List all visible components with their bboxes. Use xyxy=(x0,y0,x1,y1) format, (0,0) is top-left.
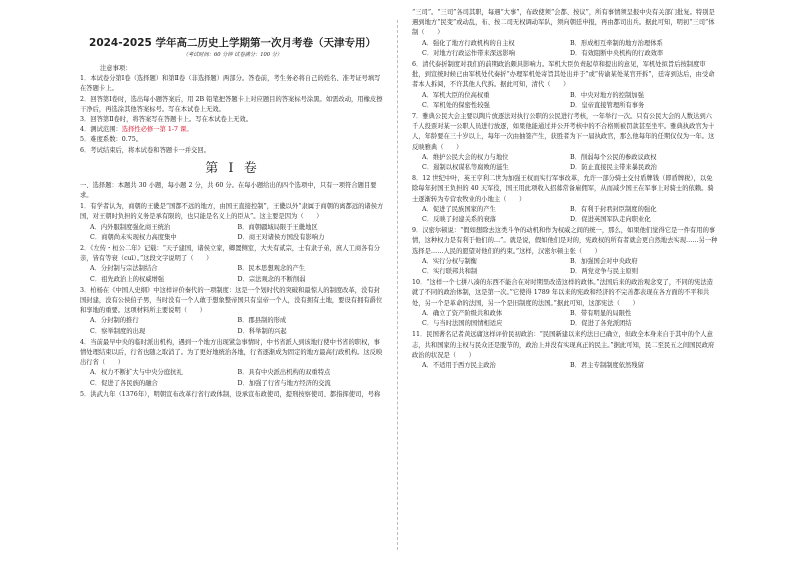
option[interactable]: D．促进英国军队走向职业化 xyxy=(570,216,651,224)
option[interactable]: B．削弱每个公民的参政议政权 xyxy=(570,153,657,161)
option-list xyxy=(412,309,718,329)
option[interactable]: B．商朝疆域局限于王畿地区 xyxy=(237,223,318,231)
column-divider xyxy=(397,20,398,550)
notice-item: 2．回答第Ⅰ卷时，选出每小题答案后，用 2B 铅笔把答题卡上对应题目的答案标号涂黑。如需改动，用橡皮擦干净后，再选涂其他答案标号。写在本试卷上无效。 xyxy=(80,95,383,113)
question xyxy=(80,244,385,285)
option[interactable]: A．确立了资产阶级共和政体 xyxy=(422,309,503,317)
question-stem: 6．清代泰折制度对我们的前期政治颇具影响力。军机大臣负责起草和提出的意见，军机处拟旨后按制度审批，到宣统时候已由军机处代奏折“办理军机处寄旨其处出并于”或“传谕某处某官开拆”，廷寄到达后，由受命者本人拆阅，不许其他人代拆。据此可知，清代（ ） xyxy=(412,61,715,89)
option[interactable]: B．有利于封君封臣制度的强化 xyxy=(570,205,657,213)
option[interactable]: C．察举制度的出现 xyxy=(90,327,146,335)
notice-item: 6．考试结束后，将本试卷和答题卡一并交回。 xyxy=(80,146,210,154)
section-intro: 一、选择题：本题共 30 小题，每小题 2 分，共 60 分。在每小题给出的四个选项中，只有一项符合题目要求。 xyxy=(80,181,377,200)
page-title: 2024-2025 学年高二历史上学期第一次月考卷（天津专用） xyxy=(89,37,376,49)
option[interactable]: C．商朝尚未实现权力高度集中 xyxy=(90,233,177,241)
notice-scope-range: 选择性必修一第 1-7 课。 xyxy=(121,126,193,134)
option[interactable]: C．促进了各民族的融合 xyxy=(90,379,158,387)
option-list xyxy=(412,257,718,277)
notice-item: 5．难度系数：0.75。 xyxy=(80,136,143,144)
option[interactable]: B．加强国会对中央政府 xyxy=(570,257,638,265)
notice-scope-label: 4．测试范围： xyxy=(80,126,122,134)
question-stem: 2．《左传・桓公二年》记载：“天子建国，诸侯立家，卿置侧室，大夫有贰宗，士有隶子弟，庶人工商各有分亲，皆有等衰（cuī）。”这段文字说明了（ ） xyxy=(80,245,381,263)
question xyxy=(80,338,385,389)
option-list xyxy=(412,361,718,371)
left-column xyxy=(80,36,385,400)
option[interactable]: D．有效阻断中央机构的行政效率 xyxy=(570,49,664,57)
right-column xyxy=(412,8,718,371)
option[interactable]: A．权力不断扩大与中央分庭抗礼 xyxy=(90,369,183,377)
question-stem: 4．当前最早中央的临时派出机构，遇到一个地方出现紧急事情时，中书省派人到该地行使中书省的职权，事情处理结束以后，行省也随之取消了。为了更好地统治各地，行省逐渐成为固定的地方最高行政机构。这反映出行省（ ） xyxy=(80,338,383,367)
option[interactable]: C．与当时法国的国情相适应 xyxy=(422,320,503,328)
option[interactable]: A．军机大臣的位高权重 xyxy=(422,91,490,99)
question-stem: 1．有学者认为，商朝的王畿是“国都不远的地方，由国王直接控制”，王畿以外“隶属于商朝的离都远的诸侯方国，对王朝时负担的义务是承有限的，也只能是名义上的臣从”。这主要是因为（ ） xyxy=(80,203,384,221)
question-stem: 9．汉密尔顿说：“假如想除去这类斗争的动机和作为权威之间的统一，那么，如果他们觉得它是一件有用的事情，这种权力是有利于他们的…”。就是说，假如他们是对的，宪政权的所有者就会更自然地去实现……另一种选择是……人民的愿望对他们的约束。”这样，汉密尔顿主张（ ） xyxy=(412,227,718,255)
section-title: 第 Ⅰ 卷 xyxy=(205,160,260,176)
option[interactable]: B．中央对地方的控制加强 xyxy=(570,91,644,99)
option[interactable]: A．强化了地方行政机构的自主权 xyxy=(422,39,515,47)
option[interactable]: A．分封制的推行 xyxy=(90,317,139,325)
question xyxy=(412,278,718,329)
question-stem: “三司”。“三司”各司其职，每遇“大事”，布政使须“会都、按议”，所有事情须呈报中央有关部门批复。特别是遇到地方“民变”或动乱，布、按二司无权调动军队，须向朝廷申报，再由都司出兵。据此可知，明初“三司”体制（ ） xyxy=(412,9,715,37)
option-list xyxy=(412,153,718,173)
notice-heading: 注意事项： xyxy=(100,65,132,72)
option[interactable]: D．商王对诸侯方国没有影响力 xyxy=(237,233,325,241)
question xyxy=(412,330,718,371)
question xyxy=(412,174,718,225)
question-stem: 3．柏杨在《中国人史纲》中这样评价秦代的一项制度：这是一个划时代的突破和最惊人的制度改革，没有封国封建，没有公侯伯子男，当时没有一个人敢于想象整帝国只有皇帝一个人，没有拥有土地，要设有拥有爵位和享地的重要。这项材料所主要说明（ ） xyxy=(80,286,383,315)
option[interactable]: D．宗法观念的不断削弱 xyxy=(237,275,306,283)
notice-item-scope xyxy=(80,125,385,135)
option[interactable]: A．内外服制度强化商王统治 xyxy=(90,223,171,231)
option[interactable]: B．具有中央派出机构的双重特点 xyxy=(237,369,331,377)
option[interactable]: D．加强了行省与地方经济的交流 xyxy=(237,379,331,387)
question xyxy=(80,390,385,400)
option[interactable]: D．促进了各党派团结 xyxy=(570,320,632,328)
exam-info: （考试时间：60 分钟 试卷满分：100 分） xyxy=(182,52,283,58)
question xyxy=(80,286,385,337)
option[interactable]: A．维护公民大会的权力与地位 xyxy=(422,153,509,161)
option-list xyxy=(412,91,718,111)
option[interactable]: B．带有明显的局限性 xyxy=(570,309,632,317)
option[interactable]: D．皇帝直接管理所有事务 xyxy=(570,101,645,109)
option[interactable]: A．分封制与宗法制结合 xyxy=(90,265,158,273)
option[interactable]: B．民本思想观念的产生 xyxy=(237,265,306,273)
option[interactable]: A．不适用于西方民主政治 xyxy=(422,361,496,369)
question-stem: 10．“这样一个七拼八凑的东西不能合在对时期里改造这样的政体。”法国后来的政治观念变了，不同的宪法造就了不同的政治体制，这是第一次。”它使得 1789 年以来的宪政和经济的不完善都表现在各方面的不平和共处，另一个是革命的法国，另一个是旧制度的法国。”据此可知，这部宪法（ ） xyxy=(412,279,713,307)
question xyxy=(412,60,718,111)
option-list xyxy=(412,205,718,225)
option[interactable]: D．防止直接民主带来暴民政治 xyxy=(570,164,657,172)
question-stem: 11．民国著名记者黄远庸这样评价民初政治：“民国新建以来约法日已确立，但政全本身来自于其中的个人意志，共和国家的主权与民众还是脱节的，政治上并没有实现真正的民主。”据此可知，民二至民五之间国民政府政治的状况是（ ） xyxy=(412,331,715,359)
question-stem: 8．12 世纪中叶，英王亨利二世为加强王权而实行军事改革，允许一部分骑士交付盾牌钱（即盾牌税），以免除每年封国王负担的 40 天军役，国王用此项收入招募常备雇佣军，从而减少国王在军事上对骑士的依赖。骑士逐渐转为专营农牧业的小地主（ ） xyxy=(412,175,714,203)
option[interactable]: A．实行分权与制衡 xyxy=(422,257,477,265)
option[interactable]: A．促进了民族国家的产生 xyxy=(422,205,496,213)
option[interactable]: C．实行联邦共和制 xyxy=(422,268,478,276)
notice-item: 3．回答第Ⅱ卷时，将答案写在答题卡上。写在本试卷上无效。 xyxy=(80,116,253,124)
option-list xyxy=(80,368,385,388)
option[interactable]: B．形成相互牵制的地方治理体系 xyxy=(570,39,663,47)
question xyxy=(412,112,718,173)
question xyxy=(80,202,385,243)
question-stem: 5．洪武九年（1376年），明朝宣布改革行省行政体制，设承宣布政使司，提刑按察使司、都指挥使司，号称 xyxy=(80,390,381,398)
notice-list xyxy=(80,74,385,156)
notice-item: 1．本试卷分第Ⅰ卷（选择题）和第Ⅱ卷（非选择题）两部分。答卷前，考生务必将自己的姓名、准考证号填写在答题卡上。 xyxy=(80,75,381,93)
option[interactable]: C．遏制以权谋私等腐败的滋生 xyxy=(422,164,509,172)
option-list xyxy=(80,223,385,243)
option[interactable]: B．郡县制的形成 xyxy=(237,317,287,325)
option[interactable]: C．对地方行政运作带来深远影响 xyxy=(422,49,515,57)
question-stem: 7．雅典公民大会主要以陶片放逐法对执行公职的公民进行考核，一年举行一次。只有公民大会的人数达到六千人投票对某一公职人员进行放逐，如果他能通过并公开考核中的不合格则被罚款甚至坐牢。雅典执政官为十人，年龄要在三十岁以上，每年一次由抽签产生，获胜者为下一届执政官，那么他每年的任期仅仅为一年。这反映雅典（ ） xyxy=(412,113,715,151)
option-list xyxy=(80,264,385,284)
option[interactable]: B．君主专制制度依然残留 xyxy=(570,361,644,369)
option[interactable]: C．军机处的保密性较强 xyxy=(422,101,490,109)
option-list xyxy=(412,39,718,59)
question-continued xyxy=(412,8,718,59)
option-list xyxy=(80,316,385,336)
option[interactable]: D．科举制的兴起 xyxy=(237,327,287,335)
option[interactable]: D．两党竞争与民主原则 xyxy=(570,268,639,276)
option[interactable]: C．反映了封建关系的衰落 xyxy=(422,216,497,224)
question xyxy=(412,226,718,277)
option[interactable]: C．祖先政治上的权威增强 xyxy=(90,275,165,283)
